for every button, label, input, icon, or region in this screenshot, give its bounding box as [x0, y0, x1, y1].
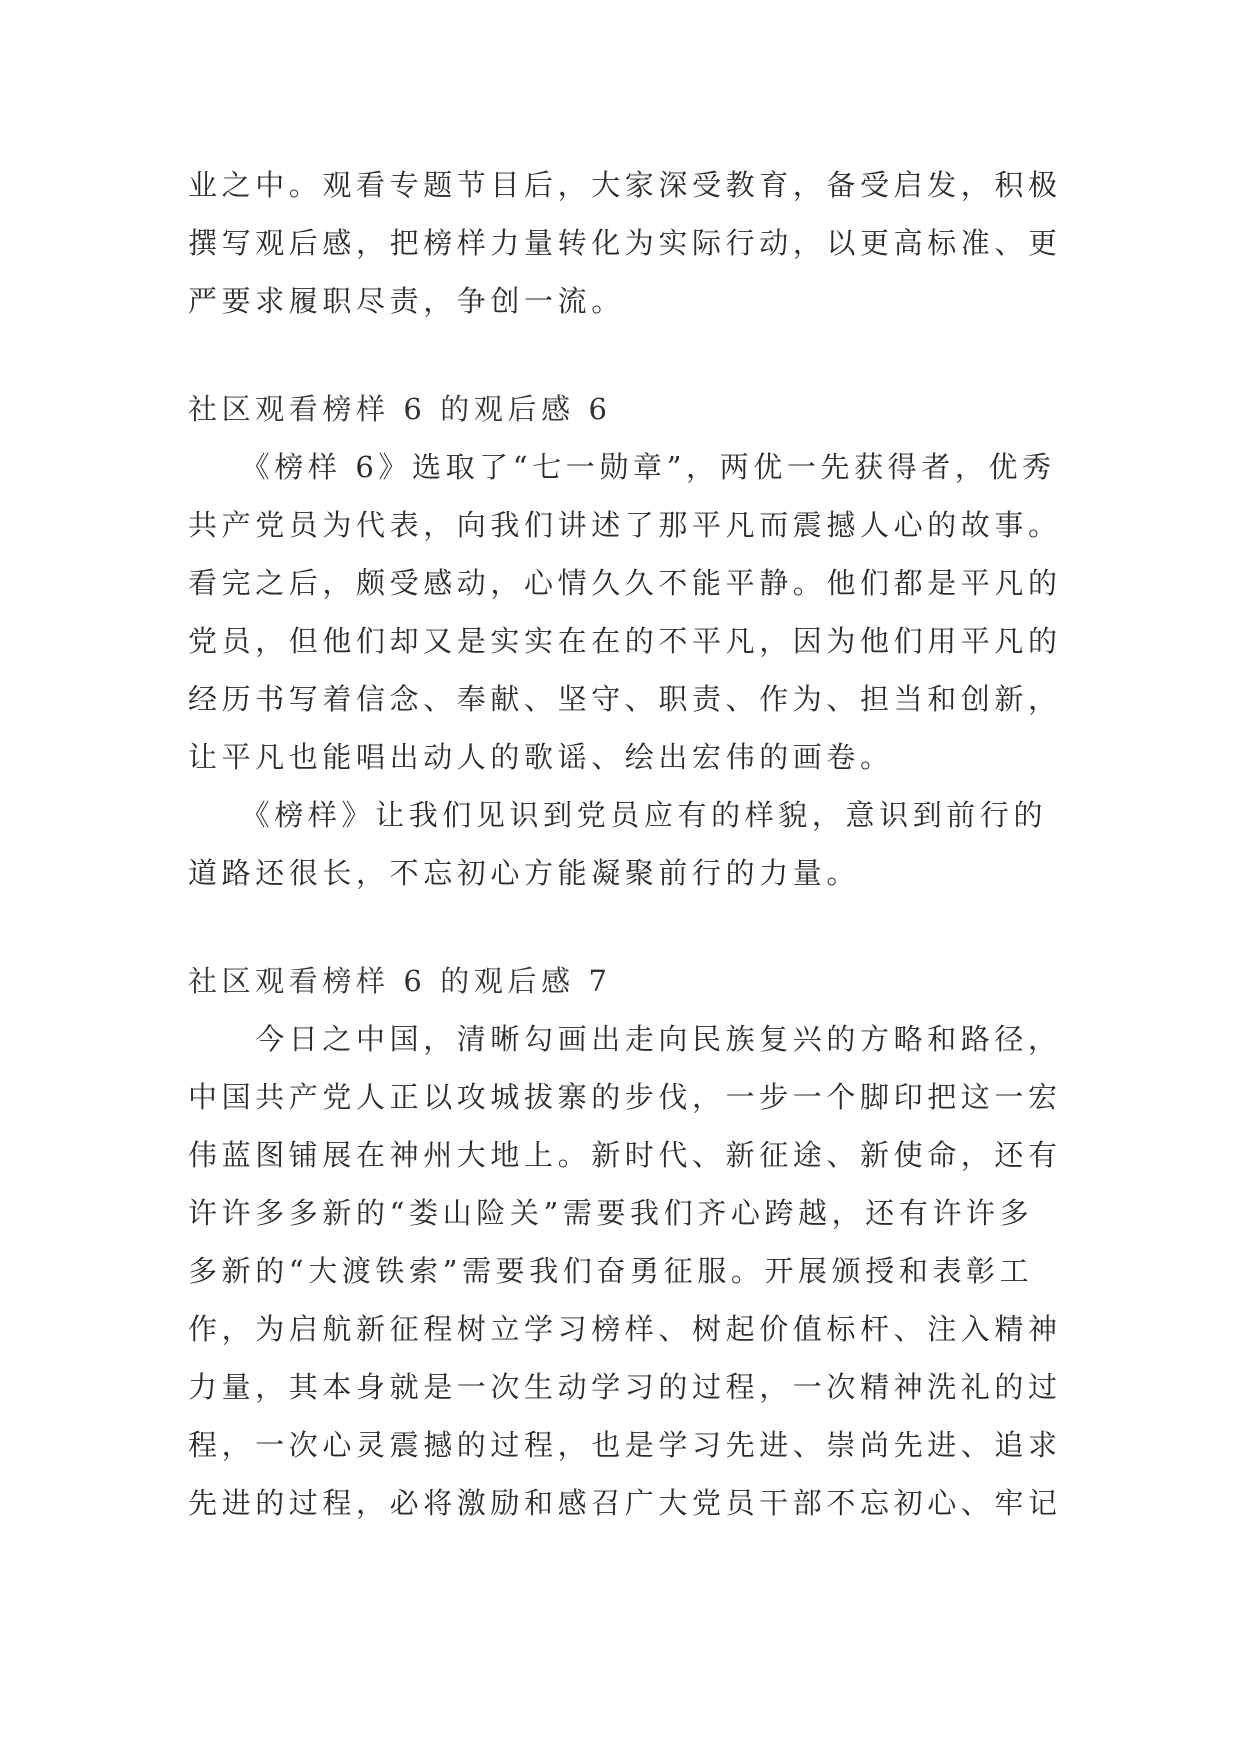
text-line: 党员，但他们却又是实实在在的不平凡，因为他们用平凡的 [188, 624, 1062, 658]
text-line: 《榜样 6》选取了“七一勋章”，两优一先获得者，优秀 [188, 450, 1056, 484]
section-spacer [188, 902, 1068, 952]
text-line: 经历书写着信念、奉献、坚守、职责、作为、担当和创新， [188, 682, 1062, 716]
text-line: 看完之后，颇受感动，心情久久不能平静。他们都是平凡的 [188, 566, 1062, 600]
text-line: 让平凡也能唱出动人的歌谣、绘出宏伟的画卷。 [188, 740, 894, 774]
paragraph-continuation [188, 156, 1068, 330]
text-line: 共产党员为代表，向我们讲述了那平凡而震撼人心的故事。 [188, 508, 1062, 542]
text-line: 业之中。观看专题节目后，大家深受教育，备受启发，积极 [188, 168, 1062, 202]
section-7 [188, 952, 1068, 1532]
section-heading: 社区观看榜样 6 的观后感 6 [188, 392, 612, 426]
text-line: 伟蓝图铺展在神州大地上。新时代、新征途、新使命，还有 [188, 1138, 1062, 1172]
text-line: 撰写观后感，把榜样力量转化为实际行动，以更高标准、更 [188, 226, 1062, 260]
section-6 [188, 380, 1068, 902]
text-line: 作，为启航新征程树立学习榜样、树起价值标杆、注入精神 [188, 1312, 1062, 1346]
text-line: 先进的过程，必将激励和感召广大党员干部不忘初心、牢记 [188, 1486, 1062, 1520]
text-line: 中国共产党人正以攻城拔寨的步伐，一步一个脚印把这一宏 [188, 1080, 1062, 1114]
document-page [188, 156, 1068, 1532]
text-line: 道路还很长，不忘初心方能凝聚前行的力量。 [188, 856, 861, 890]
text-line: 程，一次心灵震撼的过程，也是学习先进、崇尚先进、追求 [188, 1428, 1062, 1462]
text-line: 严要求履职尽责，争创一流。 [188, 284, 625, 318]
text-line: 《榜样》让我们见识到党员应有的样貌，意识到前行的 [188, 798, 1048, 832]
section-spacer [188, 330, 1068, 380]
text-line: 力量，其本身就是一次生动学习的过程，一次精神洗礼的过 [188, 1370, 1062, 1404]
text-line: 今日之中国，清晰勾画出走向民族复兴的方略和路径， [188, 1022, 1062, 1056]
text-line: 许许多多新的“娄山险关”需要我们齐心跨越，还有许许多 [188, 1196, 1034, 1230]
section-heading: 社区观看榜样 6 的观后感 7 [188, 964, 612, 998]
text-line: 多新的“大渡铁索”需要我们奋勇征服。开展颁授和表彰工 [188, 1254, 1034, 1288]
